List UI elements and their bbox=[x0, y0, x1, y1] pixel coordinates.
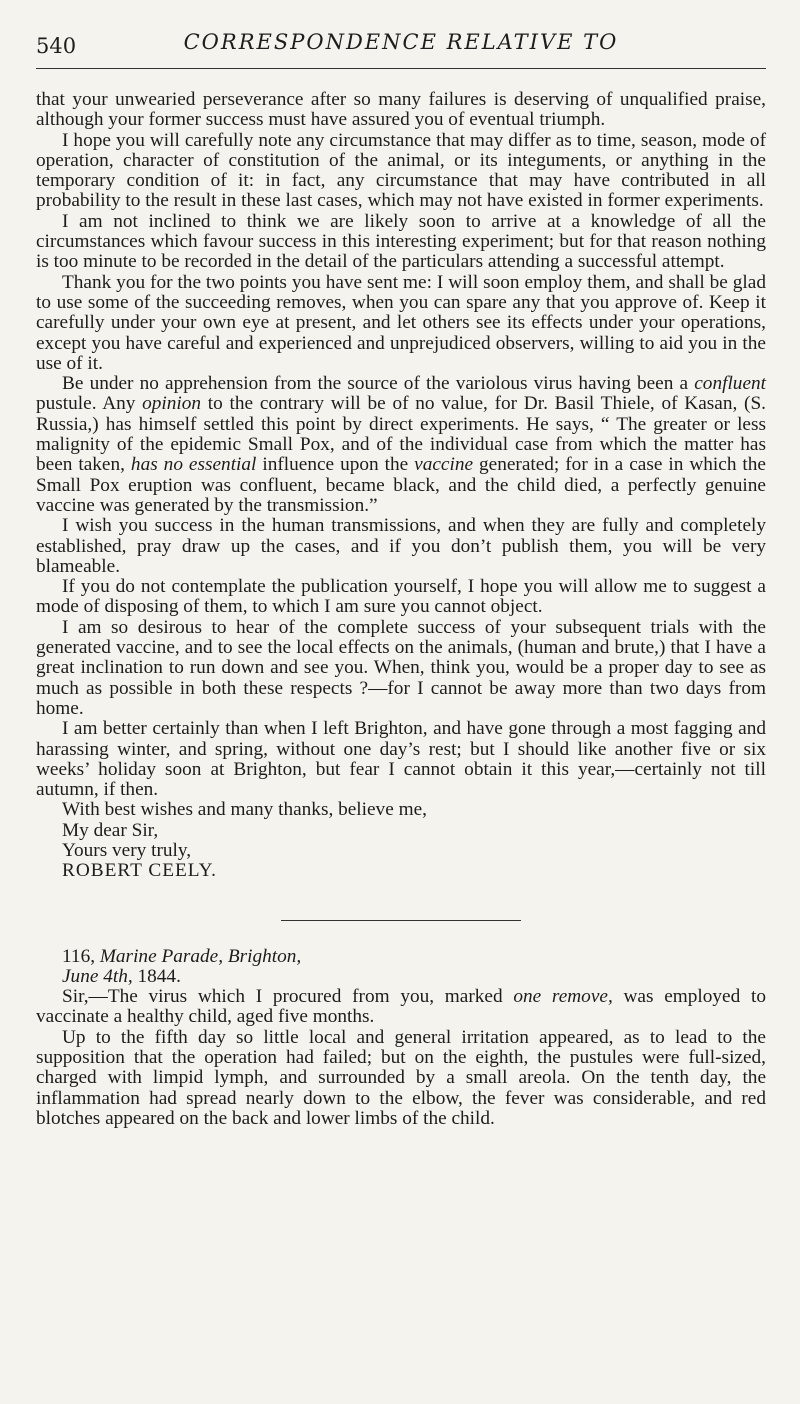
italic-run: opinion bbox=[142, 393, 202, 415]
italic-run: vaccine bbox=[414, 454, 474, 476]
paragraph bbox=[36, 987, 766, 1028]
italic-run: has no essential bbox=[130, 454, 257, 476]
text-run: was employed to vaccinate a healthy child, aged five months. bbox=[36, 986, 766, 1028]
text-run: to the contrary will be of no value, for Dr. Basil Thiele, of Kasan, (S. Russia,) has himself settled this point by direct experiments. He says, “ The greater or less malignity of the epidemic Small Pox, and of the individual case from which the matter has been taken, bbox=[36, 393, 766, 476]
italic-run: one remove, bbox=[513, 986, 613, 1008]
text-run: generated; for in a case in which the Small Pox eruption was confluent, became black, and the child died, a perfectly genuine vaccine was generated by the transmission.” bbox=[36, 454, 766, 516]
paragraph: I hope you will carefully note any circumstance that may differ as to time, season, mode of operation, character of constitution of the animal, or its integuments, or anything in the temporary condition of it: in fact, any circumstance that may have contributed in all probability to the result in these last cases, which may not have existed in former experiments. bbox=[36, 129, 766, 212]
letter-address bbox=[36, 947, 766, 967]
closing-line: With best wishes and many thanks, believe me, bbox=[62, 799, 427, 821]
address-place: Marine Parade, Brighton, bbox=[99, 945, 302, 967]
text-run: Be under no apprehension from the source of the variolous virus having been a bbox=[62, 373, 695, 395]
book-page bbox=[36, 28, 766, 1129]
paragraph: I am so desirous to hear of the complete success of your subsequent trials with the generated vaccine, and to see the local effects on the animals, (human and brute,) that I have a great inclination to run down and see you. When, think you, would be a proper day to see as much as possible in both these respects ?—for I cannot be away more than two days from home. bbox=[36, 616, 766, 719]
address-number: 116, bbox=[62, 945, 100, 967]
signature: ROBERT CEELY. bbox=[62, 860, 217, 882]
paragraph: Up to the fifth day so little local and general irritation appeared, as to lead to the supposition that the operation had failed; but on the eighth, the pustules were full-sized, charged with limpid lymph, and surrounded by a small areola. On the tenth day, the inflammation had spread nearly down to the elbow, the fever was considerable, and red blotches appeared on the back and lower limbs of the child. bbox=[36, 1026, 766, 1129]
paragraph: I am better certainly than when I left Brighton, and have gone through a most fagging and harassing winter, and spring, without one day’s rest; but I should like another five or six weeks’ holiday soon at Brighton, but fear I cannot obtain it this year,—certainly not till autumn, if then. bbox=[36, 718, 766, 801]
text-run: influence upon the bbox=[256, 454, 415, 476]
paragraph: I wish you success in the human transmissions, and when they are fully and completely established, pray draw up the cases, and if you don’t publish them, you will be very blameable. bbox=[36, 515, 766, 577]
paragraph: If you do not contemplate the publication yourself, I hope you will allow me to suggest a mode of disposing of them, to which I am sure you cannot object. bbox=[36, 576, 766, 618]
text-run: pustule. Any bbox=[36, 393, 143, 415]
paragraph bbox=[36, 374, 766, 516]
date-year: 1844. bbox=[132, 965, 181, 987]
header-rule bbox=[36, 68, 766, 69]
running-title: CORRESPONDENCE RELATIVE TO bbox=[183, 30, 619, 54]
paragraph: Thank you for the two points you have sent me: I will soon employ them, and shall be glad to use some of the succeeding removes, when you can spare any that you approve of. Keep it carefully under your own eye at present, and let others see its effects under your operations, except you have careful and experienced and unprejudiced observers, willing to aid you in the use of it. bbox=[36, 271, 766, 374]
text-run: Sir,—The virus which I procured from you, marked bbox=[62, 986, 514, 1008]
letter-separator bbox=[281, 920, 521, 921]
paragraph: that your unwearied perseverance after so many failures is deserving of unqualified praise, although your former success must have assured you of eventual triumph. bbox=[36, 89, 766, 131]
page-body bbox=[36, 90, 766, 1129]
italic-run: confluent bbox=[694, 373, 766, 395]
letter-date bbox=[36, 967, 766, 987]
page-header bbox=[36, 28, 766, 68]
paragraph: I am not inclined to think we are likely soon to arrive at a knowledge of all the circumstances which favour success in this interesting experiment; but for that reason nothing is too minute to be recorded in the detail of the particulars attending a successful attempt. bbox=[36, 210, 766, 273]
valediction: Yours very truly, bbox=[62, 839, 192, 861]
page-number: 540 bbox=[36, 34, 77, 58]
date-day: June 4th, bbox=[62, 965, 133, 987]
salutation: My dear Sir, bbox=[62, 819, 159, 841]
